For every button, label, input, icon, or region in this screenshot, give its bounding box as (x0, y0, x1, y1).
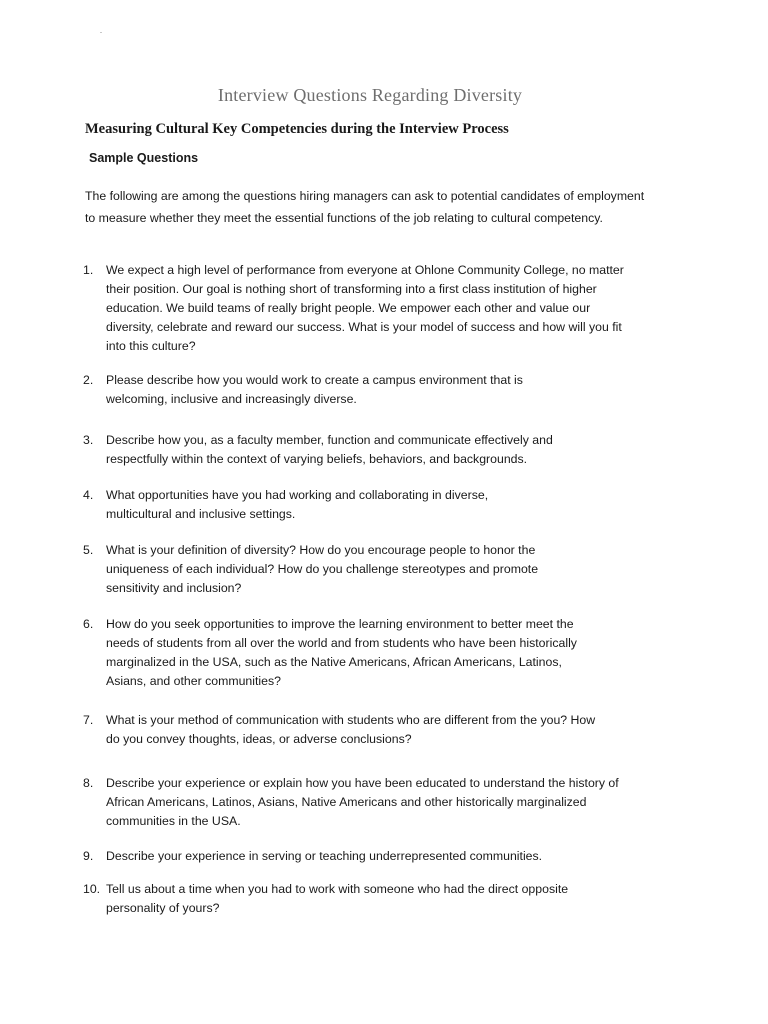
question-item (83, 880, 643, 918)
question-list (83, 261, 643, 918)
question-number: 8. (83, 776, 94, 790)
page-title: Interview Questions Regarding Diversity (217, 85, 523, 105)
question-number: 9. (83, 849, 94, 863)
question-item (83, 541, 643, 598)
question-text: Describe how you, as a faculty member, function and communicate effectively and respectfully within the context of varying beliefs, behaviors, and backgrounds. (106, 433, 553, 466)
question-text: Describe your experience or explain how you have been educated to understand the history of African Americans, Latinos, Asians, Native Americans and other historically marginalized communities in the USA. (106, 776, 619, 828)
document-subtitle: Measuring Cultural Key Competencies during the Interview Process (85, 121, 509, 137)
question-item (83, 486, 643, 524)
question-number: 2. (83, 373, 94, 387)
question-item (83, 774, 643, 831)
question-number: 7. (83, 713, 94, 727)
question-number: 10. (83, 882, 101, 896)
question-number: 1. (83, 263, 94, 277)
question-number: 4. (83, 488, 94, 502)
question-number: 5. (83, 543, 94, 557)
question-number: 6. (83, 617, 94, 631)
question-item (83, 615, 643, 691)
question-text: What is your method of communication with students who are different from the you? How do you convey thoughts, ideas, or adverse conclusions? (106, 713, 596, 746)
question-text: Describe your experience in serving or teaching underrepresented communities. (106, 849, 543, 863)
question-item (83, 371, 643, 409)
scan-artifact (100, 32, 102, 33)
question-text: Tell us about a time when you had to work with someone who had the direct opposite personality of yours? (106, 882, 569, 915)
question-item (83, 847, 643, 866)
question-text: What is your definition of diversity? How do you encourage people to honor the uniqueness of each individual? How do you challenge stereotypes and promote sensitivity and inclusion? (106, 543, 539, 595)
question-text: What opportunities have you had working and collaborating in diverse, multicultural and inclusive settings. (106, 488, 489, 521)
question-text: We expect a high level of performance from everyone at Ohlone Community College, no matter their position. Our goal is nothing short of transforming into a first class institution of higher education. We build teams of really bright people. We empower each other and value our diversity, celebrate and reward our success. What is your model of success and how will you fit into this culture? (106, 263, 624, 353)
question-item (83, 711, 643, 749)
question-text: How do you seek opportunities to improve the learning environment to better meet the needs of students from all over the world and from students who have been historically marginalized in the USA, such as the Native Americans, African Americans, Latinos, Asians, and other communities? (106, 617, 577, 688)
intro-paragraph: The following are among the questions hiring managers can ask to potential candidates of employment to measure whether they meet the essential functions of the job relating to cultural competency. (85, 189, 645, 225)
section-heading: Sample Questions (89, 151, 199, 165)
question-item (83, 261, 643, 356)
question-text: Please describe how you would work to create a campus environment that is welcoming, inclusive and increasingly diverse. (106, 373, 523, 406)
question-number: 3. (83, 433, 94, 447)
question-item (83, 431, 643, 469)
